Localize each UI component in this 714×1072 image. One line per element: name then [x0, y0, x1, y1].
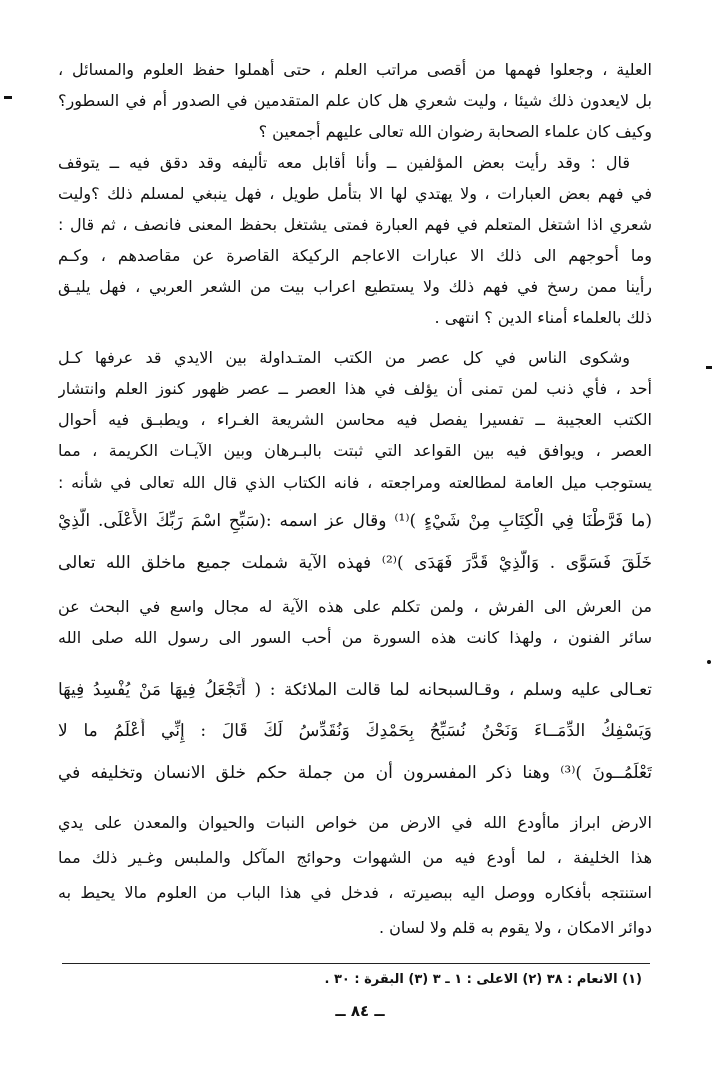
text-line: وشكوى الناس في كل عصر من الكتب المتـداولة بين الايدي قد عرفها كـل	[58, 348, 630, 367]
text-line: ذلك بالعلماء أمناء الدين ؟ انتهى .	[434, 308, 652, 327]
text-line: تعـالى عليه وسلم ، وقـالسبحانه لما قالت الملائكة : ( أَتَجْعَلُ فِيهَا مَنْ يُفْسِدُ فِيهَا	[58, 680, 652, 700]
footnote-divider	[62, 963, 650, 964]
footnote: (١) الانعام : ٣٨ (٢) الاعلى : ١ ـ ٣ (٣) البقرة : ٣٠ .	[324, 972, 642, 987]
page-number: ــ ٨٤ ــ	[335, 1002, 385, 1020]
text-line: العصر ، ويوافق فيه بين القواعد التي ثبتت بالبـرهان وبين الآيـات الكريمة ، مما	[58, 441, 652, 460]
margin-speck	[706, 366, 712, 369]
text-line: يستوجب ميل العامة لمطالعته ومراجعته ، فانه الكتاب الذي قال الله تعالى في شأنه :	[58, 473, 652, 492]
text-line: الارض ابراز ماأودع الله في الارض من خواص النبات والحيوان والمعدن على يدي	[58, 813, 652, 832]
text-line: خَلَقَ فَسَوَّى . وَالَّذِيْ قَدَّرَ فَهَدَى )⁽²⁾ فهذه الآية شملت جميع ماخلق الله تعالى	[58, 553, 652, 573]
text-line: شعري اذا اشتغل المتعلم في فهم العبارة فمتى يشتغل بحفظ المعنى فانصف ، ثم قال :	[58, 215, 652, 234]
text-line: في فهم بعض العبارات ، ولا يهتدي لها الا بتأمل طويل ، فهل ينبغي لمسلم ذلك ؟وليت	[58, 184, 652, 203]
text-line: بل لايعدون ذلك شيئا ، وليت شعري هل كان علم المتقدمين في الصدور أم في السطور؟	[58, 91, 652, 110]
text-line: وما أحوجهم الى ذلك الا عبارات الاعاجم الركيكة القاصرة عن مقاصدهم ، وكـم	[58, 246, 652, 265]
text-line: هذا الخليفة ، لما أودع فيه من الشهوات وحوائج المآكل والملبس وغـير ذلك مما	[58, 848, 652, 867]
text-line: دوائر الامكان ، ولا يقوم به قلم ولا لسان .	[378, 918, 652, 937]
text-line: استنتجه بأفكاره ووصل اليه ببصيرته ، فدخل في هذا الباب من العلوم مالا يحيط به	[58, 883, 652, 902]
text-line: قال : وقد رأيت بعض المؤلفين ــ وأنا أقابل معه تأليفه وقد دقق فيه ــ يتوقف	[58, 153, 630, 172]
text-line: تَعْلَمُــونَ )⁽³⁾ وهنا ذكر المفسرون أن من جملة حكم خلق الانسان وتخليفه في	[58, 763, 652, 783]
text-line: (ما فَرَّطْنَا فِي الْكِتَابِ مِنْ شَيْءٍ )⁽¹⁾ وقال عز اسمه :(سَبِّحِ اسْمَ رَبِّكَ الأَعْلَى. الَّذِيْ	[58, 511, 652, 531]
text-line: وكيف كان علماء الصحابة رضوان الله تعالى عليهم أجمعين ؟	[258, 122, 652, 141]
text-line: العلية ، وجعلوا فهمها من أقصى مراتب العلم ، حتى أهملوا حفظ العلوم والمسائل ،	[58, 60, 652, 79]
text-line: الكتب العجيبة ــ تفسيرا يفصل فيه محاسن الشريعة الغـراء ، ويطبـق فيه أحوال	[58, 410, 652, 429]
margin-speck	[4, 96, 12, 99]
text-line: وَيَسْفِكُ الدِّمَــاءَ وَنَحْنُ نُسَبِّحُ بِحَمْدِكَ وَنُقَدِّسُ لَكَ قَالَ : إِنِّي أَعْلَمُ ما لا	[58, 721, 652, 741]
text-line: سائر الفنون ، ولهذا كانت هذه السورة من أحب السور الى رسول الله صلى الله	[58, 628, 652, 647]
text-line: رأينا ممن رسخ في فهم ذلك ولا يستطيع اعراب بيت من الشعر العربي ، فهل يليـق	[58, 277, 652, 296]
text-line: من العرش الى الفرش ، ولمن تكلم على هذه الآية له مجال واسع في البحث عن	[58, 597, 652, 616]
text-line: أحد ، فأي ذنب لمن تمنى أن يؤلف في هذا العصر ــ عصر ظهور كنوز العلم وانتشار	[58, 379, 652, 398]
margin-speck	[707, 660, 711, 664]
